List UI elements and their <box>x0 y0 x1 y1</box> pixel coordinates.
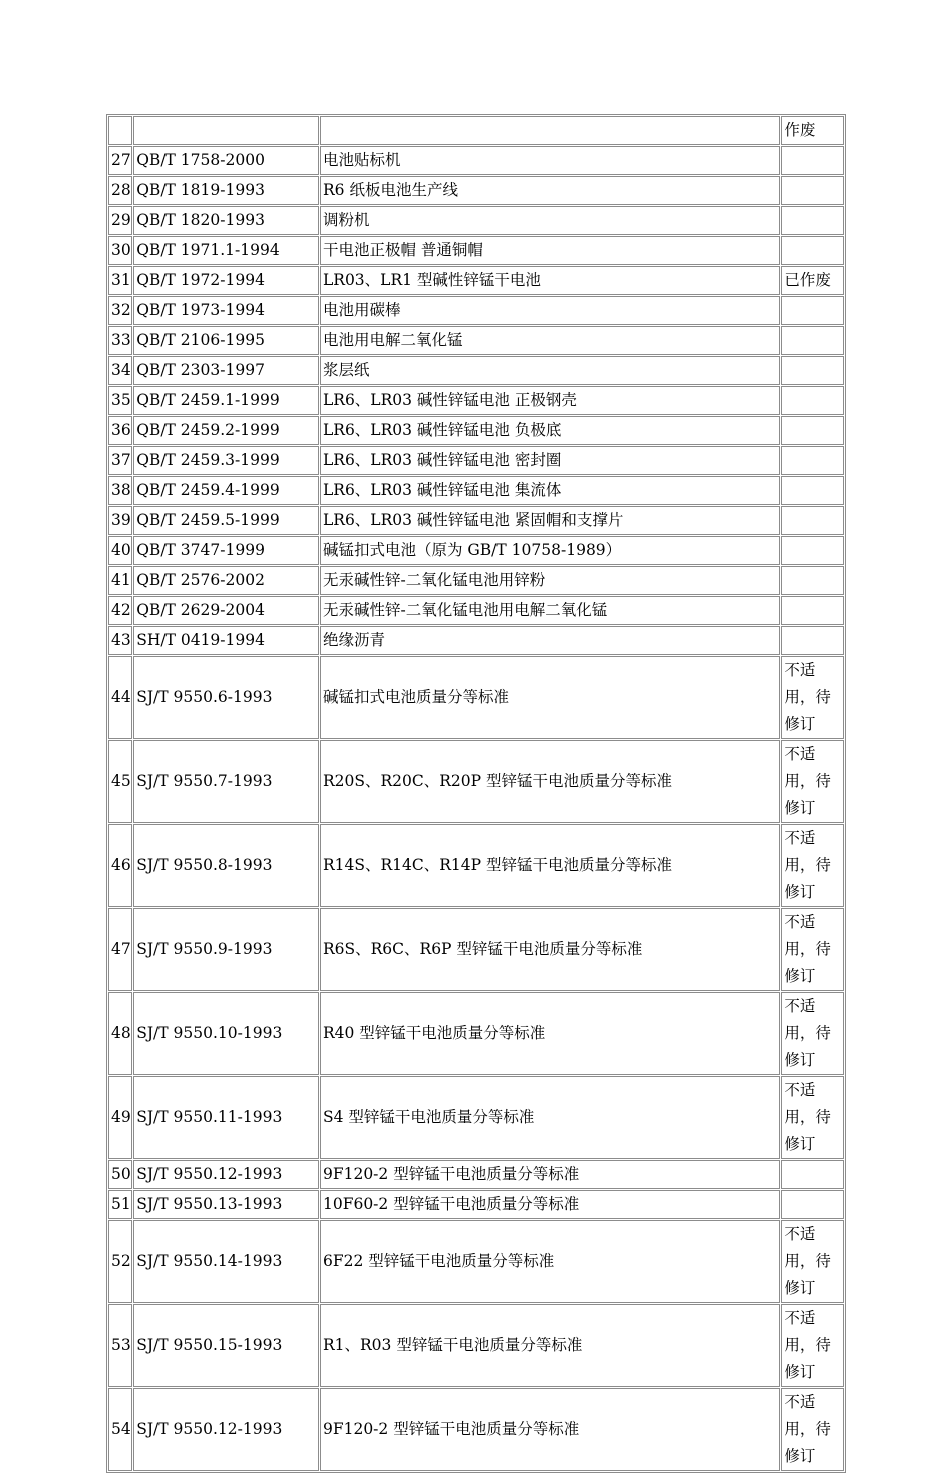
table-row <box>108 1388 844 1471</box>
standard-title-cell: 碱锰扣式电池（原为 GB/T 10758-1989） <box>320 536 780 565</box>
status-note-cell <box>781 536 844 565</box>
standard-title-cell: LR6、LR03 碱性锌锰电池 集流体 <box>320 476 780 505</box>
standard-title-cell: 9F120-2 型锌锰干电池质量分等标准 <box>320 1388 780 1471</box>
standard-title-cell: 电池用电解二氧化锰 <box>320 326 780 355</box>
standard-title-cell: 10F60-2 型锌锰干电池质量分等标准 <box>320 1190 780 1219</box>
status-note-cell: 不适用，待修订 <box>781 656 844 739</box>
standard-title-cell: R6S、R6C、R6P 型锌锰干电池质量分等标准 <box>320 908 780 991</box>
table-row <box>108 992 844 1075</box>
table-row <box>108 146 844 175</box>
table-row <box>108 176 844 205</box>
table-row <box>108 326 844 355</box>
row-number-cell: 27 <box>108 146 132 175</box>
status-note-cell <box>781 176 844 205</box>
standard-code-cell: SH/T 0419-1994 <box>133 626 319 655</box>
row-number-cell: 39 <box>108 506 132 535</box>
standard-title-cell: 碱锰扣式电池质量分等标准 <box>320 656 780 739</box>
status-note-cell: 不适用，待修订 <box>781 1220 844 1303</box>
table-row <box>108 566 844 595</box>
table-row <box>108 656 844 739</box>
standard-code-cell: QB/T 1972-1994 <box>133 266 319 295</box>
standard-code-cell: SJ/T 9550.9-1993 <box>133 908 319 991</box>
row-number-cell: 37 <box>108 446 132 475</box>
status-note-cell: 不适用，待修订 <box>781 740 844 823</box>
table-row <box>108 908 844 991</box>
table-row <box>108 236 844 265</box>
status-note-cell: 不适用，待修订 <box>781 824 844 907</box>
standard-code-cell: SJ/T 9550.15-1993 <box>133 1304 319 1387</box>
table-row <box>108 536 844 565</box>
standard-code-cell <box>133 116 319 145</box>
standard-code-cell: QB/T 1971.1-1994 <box>133 236 319 265</box>
row-number-cell: 36 <box>108 416 132 445</box>
standard-code-cell: QB/T 2459.3-1999 <box>133 446 319 475</box>
status-note-cell <box>781 1160 844 1189</box>
row-number-cell: 46 <box>108 824 132 907</box>
standard-title-cell: 电池贴标机 <box>320 146 780 175</box>
standards-table-body <box>108 116 844 1471</box>
row-number-cell: 38 <box>108 476 132 505</box>
table-row <box>108 356 844 385</box>
standard-title-cell: R6 纸板电池生产线 <box>320 176 780 205</box>
row-number-cell: 41 <box>108 566 132 595</box>
status-note-cell: 已作废 <box>781 266 844 295</box>
row-number-cell: 52 <box>108 1220 132 1303</box>
row-number-cell: 44 <box>108 656 132 739</box>
standard-title-cell: LR03、LR1 型碱性锌锰干电池 <box>320 266 780 295</box>
standards-table <box>106 114 846 1473</box>
row-number-cell: 42 <box>108 596 132 625</box>
standard-title-cell: 干电池正极帽 普通铜帽 <box>320 236 780 265</box>
table-row <box>108 506 844 535</box>
standard-code-cell: SJ/T 9550.12-1993 <box>133 1388 319 1471</box>
row-number-cell: 54 <box>108 1388 132 1471</box>
standard-code-cell: SJ/T 9550.12-1993 <box>133 1160 319 1189</box>
row-number-cell <box>108 116 132 145</box>
table-row <box>108 740 844 823</box>
status-note-cell <box>781 326 844 355</box>
standard-code-cell: QB/T 1820-1993 <box>133 206 319 235</box>
standard-title-cell: R14S、R14C、R14P 型锌锰干电池质量分等标准 <box>320 824 780 907</box>
row-number-cell: 49 <box>108 1076 132 1159</box>
table-row <box>108 1220 844 1303</box>
status-note-cell: 不适用，待修订 <box>781 1304 844 1387</box>
standard-code-cell: QB/T 2576-2002 <box>133 566 319 595</box>
table-row <box>108 446 844 475</box>
row-number-cell: 51 <box>108 1190 132 1219</box>
standard-code-cell: QB/T 2303-1997 <box>133 356 319 385</box>
standard-title-cell: 浆层纸 <box>320 356 780 385</box>
standard-title-cell: 6F22 型锌锰干电池质量分等标准 <box>320 1220 780 1303</box>
standard-title-cell: LR6、LR03 碱性锌锰电池 密封圈 <box>320 446 780 475</box>
standard-title-cell: 无汞碱性锌-二氧化锰电池用锌粉 <box>320 566 780 595</box>
standard-title-cell: R40 型锌锰干电池质量分等标准 <box>320 992 780 1075</box>
standard-title-cell: LR6、LR03 碱性锌锰电池 负极底 <box>320 416 780 445</box>
standard-code-cell: QB/T 1758-2000 <box>133 146 319 175</box>
standard-code-cell: QB/T 1819-1993 <box>133 176 319 205</box>
row-number-cell: 28 <box>108 176 132 205</box>
standard-code-cell: QB/T 3747-1999 <box>133 536 319 565</box>
row-number-cell: 50 <box>108 1160 132 1189</box>
standard-title-cell: R20S、R20C、R20P 型锌锰干电池质量分等标准 <box>320 740 780 823</box>
row-number-cell: 47 <box>108 908 132 991</box>
row-number-cell: 53 <box>108 1304 132 1387</box>
row-number-cell: 31 <box>108 266 132 295</box>
status-note-cell <box>781 566 844 595</box>
standard-code-cell: SJ/T 9550.10-1993 <box>133 992 319 1075</box>
table-row <box>108 1076 844 1159</box>
status-note-cell: 作废 <box>781 116 844 145</box>
table-row <box>108 266 844 295</box>
row-number-cell: 40 <box>108 536 132 565</box>
status-note-cell <box>781 446 844 475</box>
table-row <box>108 116 844 145</box>
standard-code-cell: SJ/T 9550.14-1993 <box>133 1220 319 1303</box>
standard-title-cell: 调粉机 <box>320 206 780 235</box>
standard-code-cell: SJ/T 9550.11-1993 <box>133 1076 319 1159</box>
standard-code-cell: QB/T 2106-1995 <box>133 326 319 355</box>
standard-code-cell: SJ/T 9550.13-1993 <box>133 1190 319 1219</box>
table-row <box>108 296 844 325</box>
table-row <box>108 1304 844 1387</box>
standard-code-cell: SJ/T 9550.6-1993 <box>133 656 319 739</box>
standard-title-cell: 电池用碳棒 <box>320 296 780 325</box>
status-note-cell <box>781 206 844 235</box>
standard-code-cell: QB/T 2629-2004 <box>133 596 319 625</box>
row-number-cell: 48 <box>108 992 132 1075</box>
row-number-cell: 33 <box>108 326 132 355</box>
standard-title-cell: R1、R03 型锌锰干电池质量分等标准 <box>320 1304 780 1387</box>
table-row <box>108 1190 844 1219</box>
row-number-cell: 30 <box>108 236 132 265</box>
row-number-cell: 45 <box>108 740 132 823</box>
standard-code-cell: SJ/T 9550.7-1993 <box>133 740 319 823</box>
standard-code-cell: QB/T 2459.5-1999 <box>133 506 319 535</box>
standard-code-cell: SJ/T 9550.8-1993 <box>133 824 319 907</box>
status-note-cell <box>781 476 844 505</box>
status-note-cell <box>781 416 844 445</box>
status-note-cell <box>781 356 844 385</box>
standard-title-cell: 绝缘沥青 <box>320 626 780 655</box>
table-row <box>108 1160 844 1189</box>
standard-title-cell: 无汞碱性锌-二氧化锰电池用电解二氧化锰 <box>320 596 780 625</box>
status-note-cell <box>781 236 844 265</box>
status-note-cell: 不适用，待修订 <box>781 1388 844 1471</box>
table-row <box>108 476 844 505</box>
row-number-cell: 35 <box>108 386 132 415</box>
table-row <box>108 626 844 655</box>
status-note-cell <box>781 296 844 325</box>
status-note-cell <box>781 1190 844 1219</box>
standard-title-cell <box>320 116 780 145</box>
standard-code-cell: QB/T 1973-1994 <box>133 296 319 325</box>
standard-code-cell: QB/T 2459.4-1999 <box>133 476 319 505</box>
row-number-cell: 43 <box>108 626 132 655</box>
standard-code-cell: QB/T 2459.2-1999 <box>133 416 319 445</box>
standard-title-cell: 9F120-2 型锌锰干电池质量分等标准 <box>320 1160 780 1189</box>
status-note-cell <box>781 596 844 625</box>
standard-title-cell: S4 型锌锰干电池质量分等标准 <box>320 1076 780 1159</box>
table-row <box>108 416 844 445</box>
status-note-cell <box>781 506 844 535</box>
status-note-cell <box>781 146 844 175</box>
table-row <box>108 206 844 235</box>
row-number-cell: 32 <box>108 296 132 325</box>
row-number-cell: 34 <box>108 356 132 385</box>
status-note-cell: 不适用，待修订 <box>781 1076 844 1159</box>
table-row <box>108 386 844 415</box>
status-note-cell <box>781 626 844 655</box>
standard-title-cell: LR6、LR03 碱性锌锰电池 紧固帽和支撑片 <box>320 506 780 535</box>
row-number-cell: 29 <box>108 206 132 235</box>
standard-title-cell: LR6、LR03 碱性锌锰电池 正极钢壳 <box>320 386 780 415</box>
status-note-cell: 不适用，待修订 <box>781 908 844 991</box>
status-note-cell: 不适用，待修订 <box>781 992 844 1075</box>
standard-code-cell: QB/T 2459.1-1999 <box>133 386 319 415</box>
table-row <box>108 596 844 625</box>
status-note-cell <box>781 386 844 415</box>
table-row <box>108 824 844 907</box>
